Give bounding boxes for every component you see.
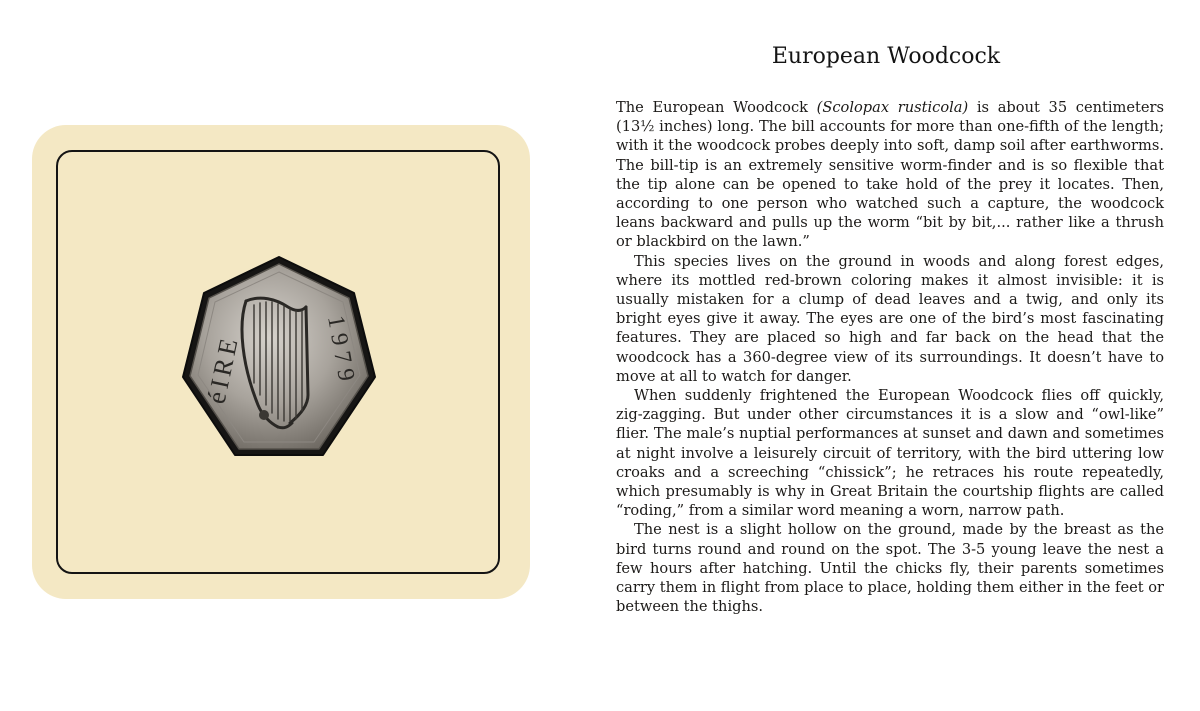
irish-50p-coin — [180, 255, 378, 467]
coin-inscription-left: éIRE — [201, 332, 245, 407]
paragraph-1-lead: The European Woodcock — [616, 99, 817, 116]
page-title: European Woodcock — [771, 44, 1001, 69]
article-body — [616, 98, 1164, 616]
coin-inscription-right: 1979 — [322, 313, 361, 389]
scientific-name: (Scolopax rusticola) — [816, 99, 969, 116]
paragraph-3: When suddenly frightened the European Woodcock flies off quickly, zig-zagging. But under other circumstances it is a slow and “owl-like” flier. The male’s nuptial performances at sunset and dawn and sometimes at night involve a leisurely circuit of territory, with the bird uttering low croaks and a screeching “chissick”; he retraces his route repeatedly, which presumably is why in Great Britain the courtship flights are called “roding,” from a similar word meaning a worn, narrow path. — [616, 387, 1164, 520]
paragraph-1-rest: is about 35 centimeters (13½ inches) long. The bill accounts for more than one-fifth of the length; with it the woodcock probes deeply into soft, damp soil after earthworms. The bill-tip is an extremely sensitive worm-finder and is so flexible that the tip alone can be opened to take hold of the prey it locates. Then, according to one person who watched such a capture, the woodcock leans backward and pulls up the worm “bit by bit,... rather like a thrush or blackbird on the lawn.” — [616, 99, 1164, 251]
paragraph-4: The nest is a slight hollow on the ground, made by the breast as the bird turns round and round on the spot. The 3-5 young leave the nest a few hours after hatching. Until the chicks fly, their parents sometimes carry them in flight from place to place, holding them either in the feet or between the thighs. — [616, 521, 1164, 616]
paragraph-1 — [616, 98, 1164, 252]
paragraph-2: This species lives on the ground in woods and along forest edges, where its mottled red-brown coloring makes it almost invisible: it is usually mistaken for a clump of dead leaves and a twig, and only its bright eyes give it away. The eyes are one of the bird’s most fascinating features. They are placed so high and far back on the head that the woodcock has a 360-degree view of its surroundings. It doesn’t have to move at all to watch for danger. — [616, 252, 1164, 385]
